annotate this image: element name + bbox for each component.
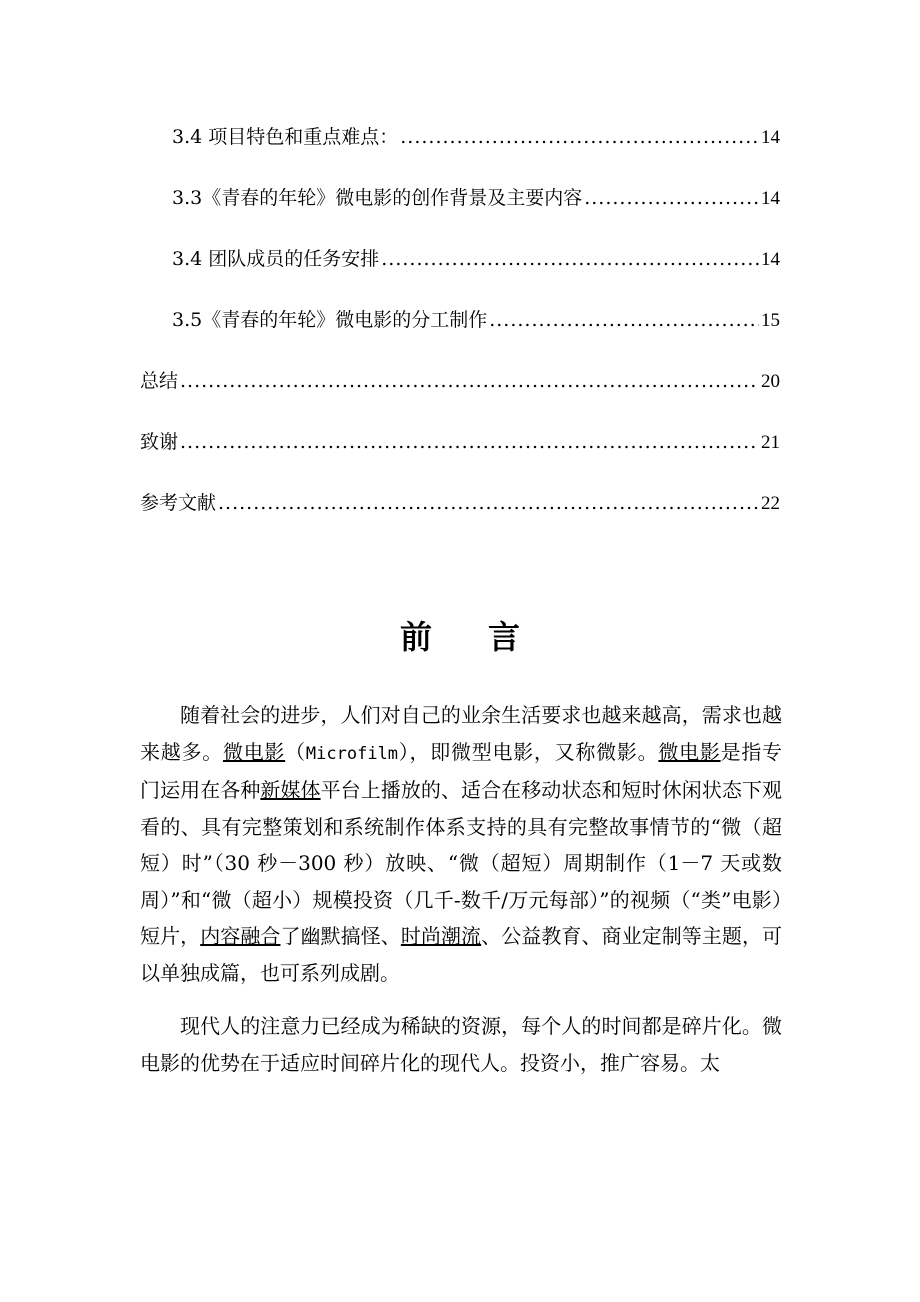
toc-entry[interactable]: [140, 120, 780, 181]
preface-heading-right: 言: [488, 618, 521, 656]
preface-heading-left: 前: [399, 618, 432, 656]
toc-entry[interactable]: [140, 303, 780, 364]
link-new-media[interactable]: 新媒体: [260, 778, 321, 802]
toc-entry-page: 20: [761, 371, 780, 392]
text-run: 随着社会的进步，人们对自己的业余生活要求也越来越高，需求也越来越多。: [140, 703, 782, 764]
link-content-fusion[interactable]: 内容融合: [200, 924, 281, 948]
toc-leader-dots: [489, 303, 759, 337]
toc-entry-page: 15: [761, 310, 780, 331]
toc-entry-title: 3.5《青春的年轮》微电影的分工制作: [172, 309, 488, 331]
toc-entry-page: 21: [761, 432, 780, 453]
preface-body: [140, 697, 782, 1098]
toc-entry-page: 14: [761, 249, 780, 270]
preface-paragraph: [140, 697, 782, 991]
toc-entry[interactable]: [140, 486, 780, 547]
toc-leader-dots: [218, 486, 759, 520]
preface-heading: [0, 612, 920, 658]
link-microfilm-2[interactable]: 微电影: [658, 739, 721, 764]
toc-entry-title: 参考文献: [140, 492, 217, 514]
toc-entry[interactable]: [140, 242, 780, 303]
toc-entry-title: 3.4 团队成员的任务安排: [172, 248, 380, 270]
text-run: Microfilm: [305, 743, 399, 764]
toc-entry[interactable]: [140, 181, 780, 242]
text-run: 是指专门运用在各种: [140, 739, 783, 802]
preface-paragraph: 现代人的注意力已经成为稀缺的资源，每个人的时间都是碎片化。微电影的优势在于适应时间碎片化的现代人。投资小，推广容易。太: [140, 1014, 782, 1075]
text-run: 、公益教育、商业定制等主题，可以单独成篇，也可系列成剧。: [140, 924, 783, 985]
toc-entry-title: 致谢: [140, 431, 179, 453]
toc-entry[interactable]: [140, 364, 780, 425]
text-run: 了幽默搞怪、: [280, 924, 401, 948]
toc-leader-dots: [180, 364, 759, 398]
table-of-contents: [140, 120, 780, 547]
text-run: （: [285, 739, 306, 764]
toc-entry-page: 14: [761, 188, 780, 209]
toc-leader-dots: [584, 181, 759, 215]
toc-leader-dots: [400, 120, 759, 154]
toc-entry-page: 22: [761, 493, 780, 514]
text-run: ），即微型电影，又称微影。: [398, 739, 659, 764]
text-run: 平台上播放的、适合在移动状态和短时休闲状态下观看的、具有完整策划和系统制作体系支持的具有完整故事情节的“微（超短）时”（30 秒－300 秒）放映、“微（超短）周期制作（1－7 天或数周）”和“微（超小）规模投资（几千-数千/万元每部）”的视频（“类”电影）短片，: [140, 778, 783, 948]
toc-leader-dots: [180, 425, 759, 459]
toc-entry-title: 总结: [140, 370, 179, 392]
link-fashion-trend[interactable]: 时尚潮流: [400, 924, 482, 948]
toc-entry[interactable]: [140, 425, 780, 486]
toc-entry-page: 14: [761, 127, 780, 148]
toc-entry-title: 3.4 项目特色和重点难点：: [172, 126, 399, 148]
link-microfilm[interactable]: 微电影: [222, 739, 286, 764]
toc-entry-title: 3.3《青春的年轮》微电影的创作背景及主要内容: [172, 187, 583, 209]
toc-leader-dots: [381, 242, 759, 276]
